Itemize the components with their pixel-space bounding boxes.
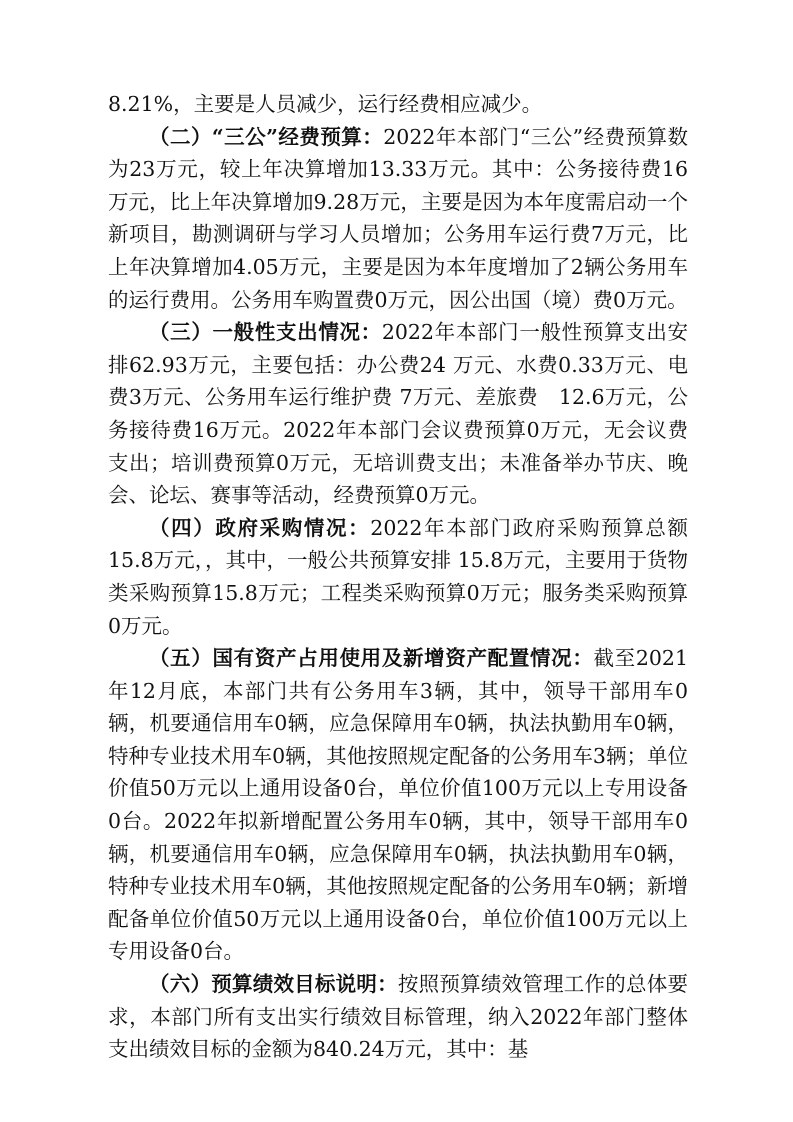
paragraph-heading: （四）政府采购情况：: [149, 515, 371, 540]
paragraph-text: 2022年本部门一般性预算支出安排62.93万元，主要包括：办公费24 万元、水费0.33万元、电费3万元、公务用车运行维护费 7万元、差旅费 12.6万元，公务接待费16万元。2022年本部门会议费预算0万元，无会议费支出；培训费预算0万元，无培训费支出；未准备举办节庆、晚会、论坛、赛事等活动，经费预算0万元。: [108, 320, 689, 508]
paragraph-text: 2022年本部门政府采购预算总额15.8万元，，其中，一般公共预算安排 15.8万元，主要用于货物类采购预算15.8万元；工程类采购预算0万元；服务类采购预算0万元。: [108, 515, 689, 638]
paragraph-continuation: [108, 88, 688, 121]
paragraph-general-expenditure: [108, 316, 688, 512]
paragraph-text: 截至2021年12月底，本部门共有公务用车3辆，其中，领导干部用车0辆，机要通信用车0辆，应急保障用车0辆，执法执勤用车0辆，特种专业技术用车0辆，其他按照规定配备的公务用车3辆；单位价值50万元以上通用设备0台，单位价值100万元以上专用设备0台。2022年拟新增配置公务用车0辆，其中，领导干部用车0辆，机要通信用车0辆，应急保障用车0辆，执法执勤用车0辆，特种专业技术用车0辆，其他按照规定配备的公务用车0辆；新增配备单位价值50万元以上通用设备0台，单位价值100万元以上专用设备0台。: [108, 646, 689, 964]
paragraph-heading: （六）预算绩效目标说明：: [149, 972, 398, 997]
paragraph-heading: （五）国有资产占用使用及新增资产配置情况：: [149, 646, 594, 671]
paragraph-text: 8.21%，主要是人员减少，运行经费相应减少。: [108, 92, 543, 116]
paragraph-heading: （二）“三公”经费预算：: [149, 124, 384, 149]
paragraph-government-procurement: [108, 512, 688, 642]
paragraph-heading: （三）一般性支出情况：: [149, 320, 382, 345]
paragraph-performance-targets: [108, 968, 688, 1066]
paragraph-state-assets: [108, 642, 688, 968]
paragraph-text: 2022年本部门“三公”经费预算数为23万元，较上年决算增加13.33万元。其中：公务接待费16万元，比上年决算增加9.28万元，主要是因为本年度需启动一个新项目，勘测调研与学习人员增加；公务用车运行费7万元，比上年决算增加4.05万元，主要是因为本年度增加了2辆公务用车的运行费用。公务用车购置费0万元，因公出国（境）费0万元。: [108, 124, 688, 312]
paragraph-text: 按照预算绩效管理工作的总体要求，本部门所有支出实行绩效目标管理，纳入2022年部门整体支出绩效目标的金额为840.24万元，其中：基: [108, 972, 689, 1062]
paragraph-three-public-expenses: [108, 121, 688, 317]
document-page: [108, 88, 688, 1066]
